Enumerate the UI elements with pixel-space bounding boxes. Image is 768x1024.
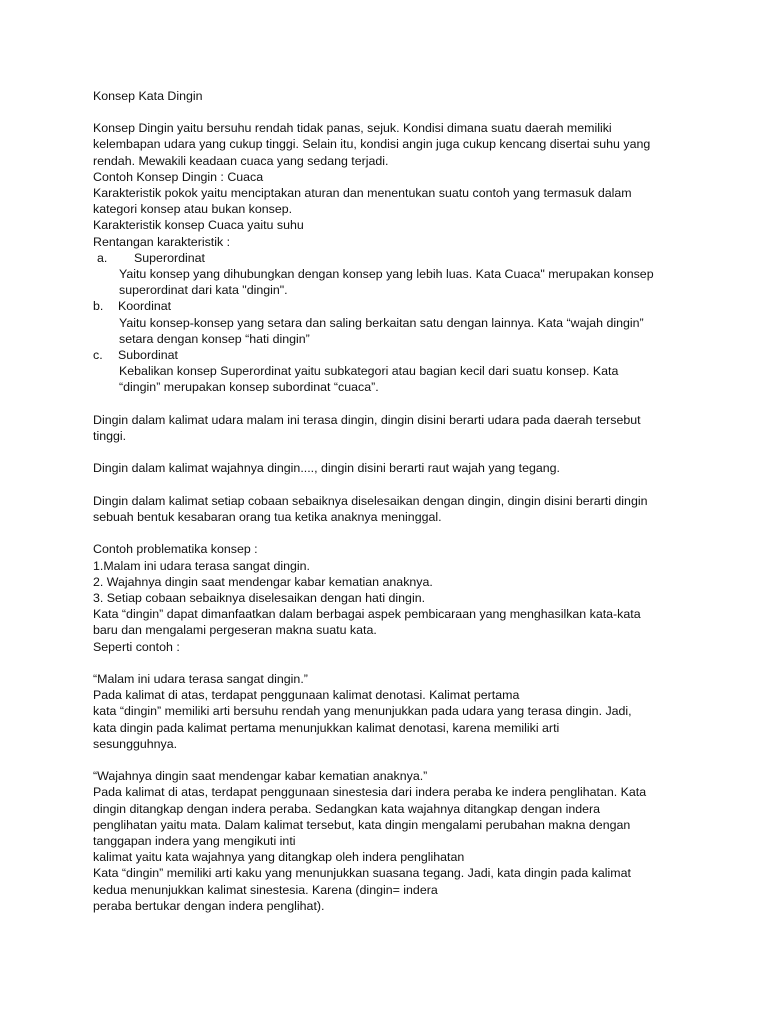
text-line: Pada kalimat di atas, terdapat penggunaan kalimat denotasi. Kalimat pertama (93, 688, 520, 703)
quote-line: “Malam ini udara terasa sangat dingin.” (93, 672, 308, 687)
text-line: dingin ditangkap dengan indera peraba. Sedangkan kata wajahnya ditangkap dengan indera (93, 801, 601, 816)
text-line: Dingin dalam kalimat wajahnya dingin...., dingin disini berarti raut wajah yang tegang. (93, 461, 560, 476)
text-line: Dingin dalam kalimat udara malam ini terasa dingin, dingin disini berarti udara pada daerah tersebut (93, 412, 641, 427)
list-item-label: Subordinat (118, 348, 178, 363)
list-marker: c. (93, 348, 103, 363)
list-marker: b. (93, 299, 104, 314)
list-item-desc: “dingin” merupakan konsep subordinat “cuaca”. (119, 380, 379, 395)
document-title: Konsep Kata Dingin (93, 89, 203, 103)
analysis-paragraph (93, 671, 688, 752)
text-line: Kata “dingin” memiliki arti kaku yang menunjukkan suasana tegang. Jadi, kata dingin pada kalimat (93, 866, 631, 881)
list-item-label: Superordinat (134, 250, 205, 265)
list-marker: a. (97, 250, 108, 265)
section-heading: Contoh problematika konsep : (93, 542, 258, 557)
text-line: Dingin dalam kalimat setiap cobaan sebaiknya diselesaikan dengan dingin, dingin disini berarti dingin (93, 493, 648, 508)
text-line: kata dingin pada kalimat pertama menunjukkan kalimat denotasi, karena memiliki arti (93, 720, 560, 735)
text-line: rendah. Mewakili keadaan cuaca yang sedang terjadi. (93, 153, 389, 168)
problematika-section (93, 541, 688, 654)
text-line: kata “dingin” memiliki arti bersuhu rendah yang menunjukkan pada udara yang terasa dingin. Jadi, (93, 704, 632, 719)
text-line: kedua menunjukkan kalimat sinestesia. Karena (dingin= indera (93, 882, 438, 897)
paragraph-gap (93, 525, 688, 541)
text-line: sebuah bentuk kesabaran orang tua ketika anaknya meninggal. (93, 510, 442, 525)
text-line: Konsep Dingin yaitu bersuhu rendah tidak panas, sejuk. Kondisi dimana suatu daerah memiliki (93, 121, 612, 136)
text-line: tanggapan indera yang mengikuti inti (93, 834, 296, 849)
text-line: Rentangan karakteristik : (93, 234, 231, 249)
text-line: kelembapan udara yang cukup tinggi. Selain itu, kondisi angin juga cukup kencang disertai suhu yang (93, 137, 651, 152)
text-line: baru dan mengalami pergeseran makna suatu kata. (93, 623, 377, 638)
text-line: Karakteristik konsep Cuaca yaitu suhu (93, 218, 304, 233)
text-line: 3. Setiap cobaan sebaiknya diselesaikan dengan hati dingin. (93, 591, 426, 606)
range-list (93, 250, 688, 396)
text-line: Karakteristik pokok yaitu menciptakan aturan dan menentukan suatu contoh yang termasuk dalam (93, 186, 632, 201)
list-item-desc: setara dengan konsep “hati dingin” (119, 331, 310, 346)
text-line: Seperti contoh : (93, 639, 180, 654)
text-line: Kata “dingin” dapat dimanfaatkan dalam berbagai aspek pembicaraan yang menghasilkan kata-kata (93, 607, 641, 622)
text-line: Contoh Konsep Dingin : Cuaca (93, 169, 264, 184)
text-line: sesungguhnya. (93, 736, 178, 751)
list-item-desc: superordinat dari kata "dingin". (119, 283, 288, 298)
paragraph-gap (93, 396, 688, 412)
example-paragraph (93, 460, 688, 476)
example-paragraph (93, 412, 688, 444)
intro-section (93, 120, 688, 250)
text-line: Pada kalimat di atas, terdapat penggunaan sinestesia dari indera peraba ke indera penglihatan. Kata (93, 785, 647, 800)
paragraph-gap (93, 477, 688, 493)
list-item-desc: Yaitu konsep-konsep yang setara dan saling berkaitan satu dengan lainnya. Kata “wajah dingin” (119, 315, 644, 330)
list-item (93, 347, 688, 396)
paragraph-gap (93, 752, 688, 768)
analysis-paragraph (93, 768, 688, 914)
quote-line: “Wajahnya dingin saat mendengar kabar kematian anaknya.” (93, 769, 428, 784)
list-item (93, 250, 688, 299)
example-paragraph (93, 493, 688, 525)
text-line: penglihatan yaitu mata. Dalam kalimat tersebut, kata dingin mengalami perubahan makna dengan (93, 817, 631, 832)
paragraph-gap (93, 655, 688, 671)
list-item-desc: Kebalikan konsep Superordinat yaitu subkategori atau bagian kecil dari suatu konsep. Kata (119, 364, 619, 379)
text-line: 2. Wajahnya dingin saat mendengar kabar kematian anaknya. (93, 574, 433, 589)
text-line: kategori konsep atau bukan konsep. (93, 202, 293, 217)
text-line: kalimat yaitu kata wajahnya yang ditangkap oleh indera penglihatan (93, 850, 465, 865)
list-item-desc: Yaitu konsep yang dihubungkan dengan konsep yang lebih luas. Kata Cuaca" merupakan konsep (119, 267, 654, 282)
text-line: peraba bertukar dengan indera penglihat). (93, 898, 325, 913)
text-line: 1.Malam ini udara terasa sangat dingin. (93, 558, 310, 573)
paragraph-gap (93, 444, 688, 460)
list-item-label: Koordinat (118, 299, 172, 314)
text-line: tinggi. (93, 429, 127, 444)
list-item (93, 298, 688, 347)
